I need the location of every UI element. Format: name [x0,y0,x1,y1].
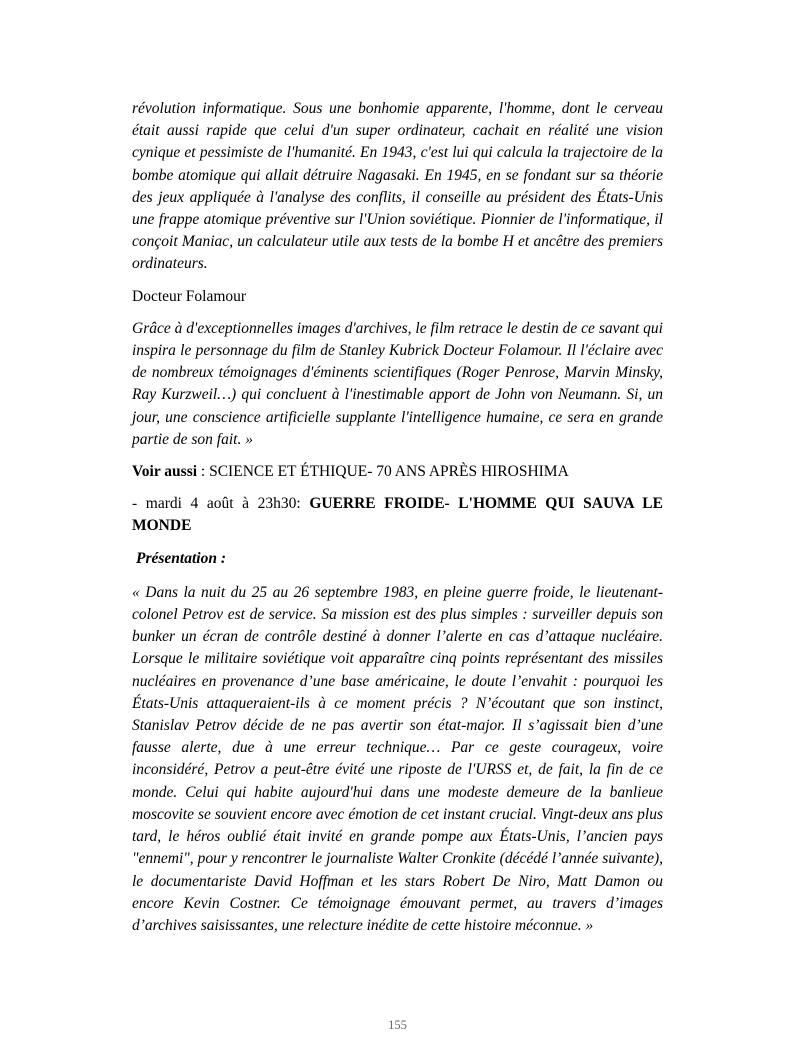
voir-aussi-line [132,461,663,483]
voir-aussi-text: : SCIENCE ET ÉTHIQUE- 70 ANS APRÈS HIROSHIMA [197,463,569,481]
broadcast-title: GUERRE FROIDE- L'HOMME QUI SAUVA LE MONDE [132,495,663,535]
subtitle-docteur-folamour: Docteur Folamour [132,287,247,305]
presentation-heading [132,548,663,570]
intro-paragraph: révolution informatique. Sous une bonhomie apparente, l'homme, dont le cerveau était aussi rapide que celui d'un super ordinateur, cachait en réalité une vision cynique et pessimiste de l'humanité. En 1943, c'est lui qui calcula la trajectoire de la bombe atomique qui allait détruire Nagasaki. En 1945, en se fondant sur sa théorie des jeux appliquée à l'analyse des conflits, il conseille au président des États-Unis une frappe atomique préventive sur l'Union soviétique. Pionnier de l'informatique, il conçoit Maniac, un calculateur utile aux tests de la bombe H et ancêtre des premiers ordinateurs. [132,100,663,273]
voir-aussi-label: Voir aussi [132,463,198,481]
broadcast-line [132,493,663,537]
broadcast-date: - mardi 4 août à 23h30: [132,495,310,513]
petrov-paragraph: « Dans la nuit du 25 au 26 septembre 1983, en pleine guerre froide, le lieutenant-colonel Petrov est de service. Sa mission est des plus simples : surveiller depuis son bunker un écran de contrôle destiné à donner l’alerte en cas d’attaque nucléaire. Lorsque le militaire soviétique voit apparaître cinq points représentant des missiles nucléaires en provenance d’une base américaine, le doute l’envahit : pourquoi les États-Unis attaqueraient-ils à ce moment précis ? N’écoutant que son instinct, Stanislav Petrov décide de ne pas avertir son état-major. Il s’agissait bien d’une fausse alerte, due à une erreur technique… Par ce geste courageux, voire inconsidéré, Petrov a peut-être évité une riposte de l'URSS et, de fait, la fin de ce monde. Celui qui habite aujourd'hui dans une modeste demeure de la banlieue moscovite se souvient encore avec émotion de cet instant crucial. Vingt-deux ans plus tard, le héros oublié était invité en grande pompe aux États-Unis, l’ancien pays "ennemi", pour y rencontrer le journaliste Walter Cronkite (décédé l’année suivante), le documentariste David Hoffman et les stars Robert De Niro, Matt Damon ou encore Kevin Costner. Ce témoignage émouvant permet, au travers d’images d’archives saisissantes, une relecture inédite de cette histoire méconnue. » [132,583,663,934]
page-body [132,98,663,937]
folamour-paragraph: Grâce à d'exceptionnelles images d'archives, le film retrace le destin de ce savant qui inspira le personnage du film de Stanley Kubrick Docteur Folamour. Il l'éclaire avec de nombreux témoignages d'éminents scientifiques (Roger Penrose, Marvin Minsky, Ray Kurzweil…) qui concluent à l'inestimable apport de John von Neumann. Si, un jour, une conscience artificielle supplante l'intelligence humaine, ce sera en grande partie de son fait. » [132,319,663,448]
presentation-label: Présentation : [136,549,226,567]
page-number: 155 [388,1018,407,1032]
